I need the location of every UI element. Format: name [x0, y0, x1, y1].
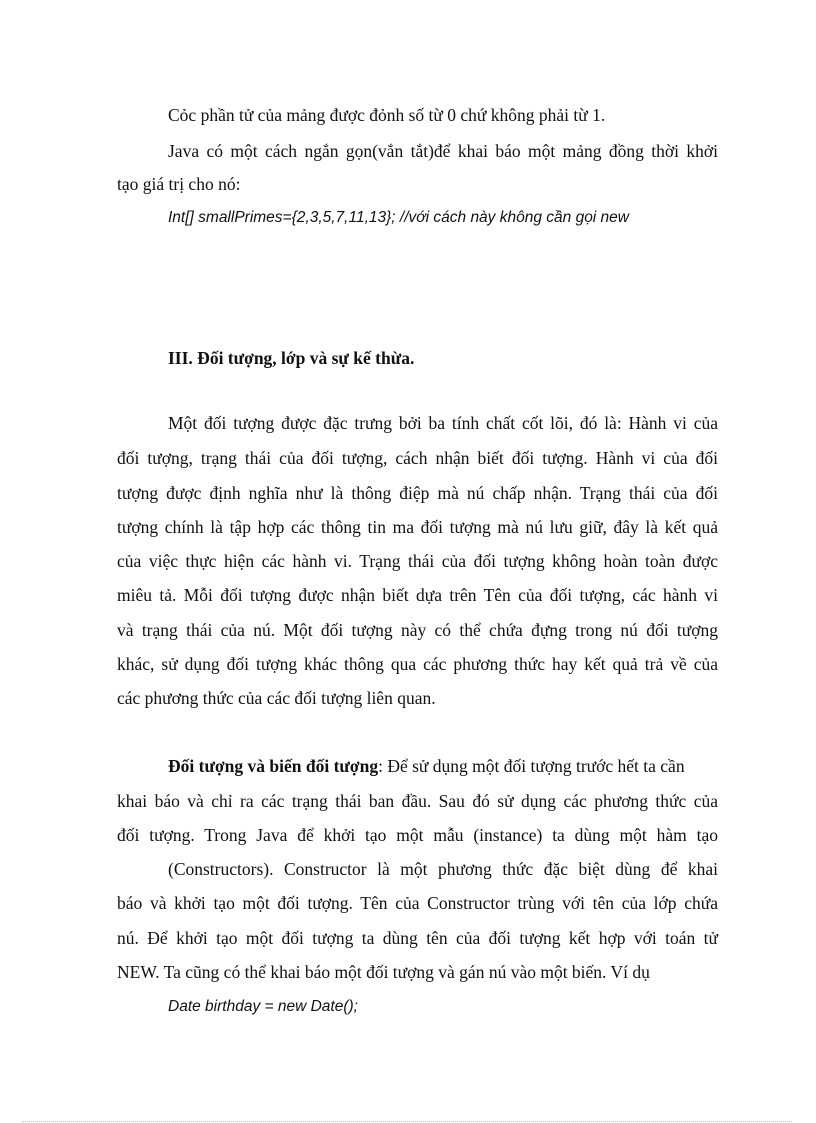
- text-line: các phương thức của các đối tượng liên quan.: [117, 688, 436, 708]
- text-line: Java có một cách ngắn gọn(vắn tắt)để khai báo một mảng đồng thời khởi: [168, 141, 718, 161]
- text-line: khác, sử dụng đối tượng khác thông qua các phương thức hay kết quả trả về của: [117, 654, 718, 674]
- text-line: tượng được định nghĩa như là thông điệp mà nú chấp nhận. Trạng thái của đối: [117, 483, 718, 503]
- text-line: và trạng thái của nú. Một đối tượng này có thể chứa đựng trong nú đối tượng: [117, 620, 718, 640]
- text-line: đối tượng, trạng thái của đối tượng, cách nhận biết đối tượng. Hành vi của đối: [117, 448, 718, 468]
- text-run: : Để sử dụng một đối tượng trước hết ta cần: [378, 756, 685, 776]
- bold-lead-term: Đối tượng và biến đối tượng: [168, 756, 379, 776]
- code-example: Int[] smallPrimes={2,3,5,7,11,13}; //với cách này không cần gọi new: [168, 209, 629, 226]
- text-line: báo và khởi tạo một đối tượng. Tên của Constructor trùng với tên của lớp chứa: [117, 893, 718, 913]
- text-line: miêu tả. Mỗi đối tượng được nhận biết dựa trên Tên của đối tượng, các hành vi: [117, 585, 718, 605]
- text-line: của việc thực hiện các hành vi. Trạng thái của đối tượng không hoàn toàn được: [117, 551, 718, 571]
- text-line: đối tượng. Trong Java để khởi tạo một mẫu (instance) ta dùng một hàm tạo: [117, 825, 718, 845]
- text-line: tạo giá trị cho nó:: [117, 174, 241, 194]
- text-line: Cỏc phần tử của mảng được đỏnh số từ 0 chứ không phải từ 1.: [168, 105, 606, 125]
- text-line: (Constructors). Constructor là một phương thức đặc biệt dùng để khai: [168, 859, 718, 879]
- text-line: khai báo và chỉ ra các trạng thái ban đầu. Sau đó sử dụng các phương thức của: [117, 791, 718, 811]
- text-line: tượng chính là tập hợp các thông tin ma đối tượng mà nú lưu giữ, đây là kết quả: [117, 517, 718, 537]
- text-line: nú. Để khởi tạo một đối tượng ta dùng tên của đối tượng kết hợp với toán tử: [117, 928, 718, 948]
- page-bottom-divider: [22, 1121, 792, 1122]
- text-line: [168, 756, 718, 776]
- text-line: Một đối tượng được đặc trưng bởi ba tính chất cốt lõi, đó là: Hành vi của: [168, 413, 718, 433]
- section-heading: III. Đối tượng, lớp và sự kế thừa.: [168, 348, 415, 368]
- code-example: Date birthday = new Date();: [168, 998, 358, 1015]
- text-line: NEW. Ta cũng có thể khai báo một đối tượng và gán nú vào một biến. Ví dụ: [117, 962, 650, 982]
